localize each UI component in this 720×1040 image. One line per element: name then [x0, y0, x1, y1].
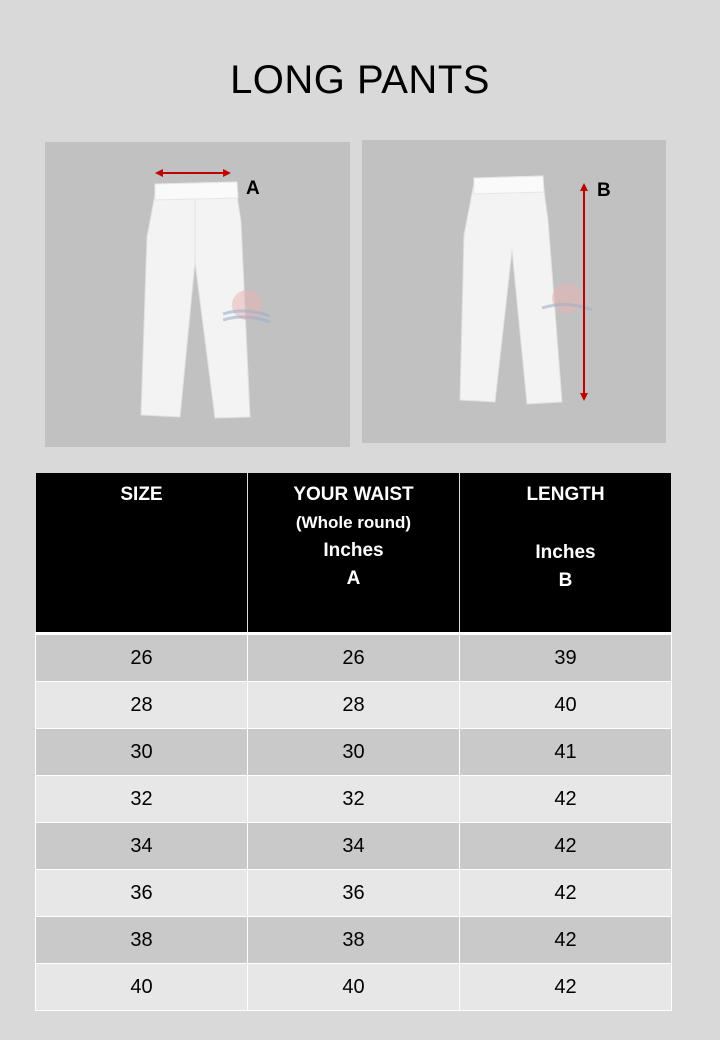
cell-length: 42 — [460, 776, 672, 823]
cell-size: 32 — [36, 776, 248, 823]
cell-waist: 30 — [248, 729, 460, 776]
cell-waist: 28 — [248, 682, 460, 729]
header-length-label: B — [558, 570, 573, 591]
header-waist-label: A — [346, 568, 361, 589]
header-waist-unit: Inches — [323, 540, 384, 561]
cell-length: 41 — [460, 729, 672, 776]
header-length-title: LENGTH — [526, 484, 605, 505]
table-row — [36, 776, 672, 823]
length-arrow-icon — [362, 140, 666, 443]
cell-length: 42 — [460, 964, 672, 1011]
front-pants-photo — [45, 142, 350, 447]
cell-waist: 38 — [248, 917, 460, 964]
header-size — [36, 473, 248, 634]
header-waist — [248, 473, 460, 634]
page-title: LONG PANTS — [230, 58, 490, 102]
table-row — [36, 729, 672, 776]
cell-size: 34 — [36, 823, 248, 870]
header-length-unit: Inches — [535, 542, 596, 563]
measurement-label-a: A — [246, 178, 260, 199]
waist-arrow-icon — [45, 142, 350, 447]
header-length-spacer — [460, 509, 671, 539]
table-row — [36, 870, 672, 917]
cell-waist: 34 — [248, 823, 460, 870]
cell-size: 40 — [36, 964, 248, 1011]
cell-waist: 36 — [248, 870, 460, 917]
header-size-title: SIZE — [120, 484, 163, 505]
cell-size: 28 — [36, 682, 248, 729]
measurement-label-b: B — [597, 180, 611, 201]
cell-length: 42 — [460, 823, 672, 870]
cell-size: 26 — [36, 634, 248, 682]
cell-size: 38 — [36, 917, 248, 964]
cell-length: 39 — [460, 634, 672, 682]
cell-waist: 26 — [248, 634, 460, 682]
table-header-row — [36, 473, 672, 634]
cell-length: 40 — [460, 682, 672, 729]
header-waist-title: YOUR WAIST — [293, 484, 414, 505]
cell-size: 30 — [36, 729, 248, 776]
table-row — [36, 823, 672, 870]
cell-waist: 40 — [248, 964, 460, 1011]
table-row — [36, 964, 672, 1011]
cell-length: 42 — [460, 917, 672, 964]
size-chart-table — [35, 472, 672, 1011]
header-length — [460, 473, 672, 634]
table-row — [36, 682, 672, 729]
cell-waist: 32 — [248, 776, 460, 823]
header-waist-subtitle: (Whole round) — [295, 513, 412, 532]
back-pants-photo — [362, 140, 666, 443]
cell-length: 42 — [460, 870, 672, 917]
table-row — [36, 917, 672, 964]
table-row — [36, 634, 672, 682]
cell-size: 36 — [36, 870, 248, 917]
